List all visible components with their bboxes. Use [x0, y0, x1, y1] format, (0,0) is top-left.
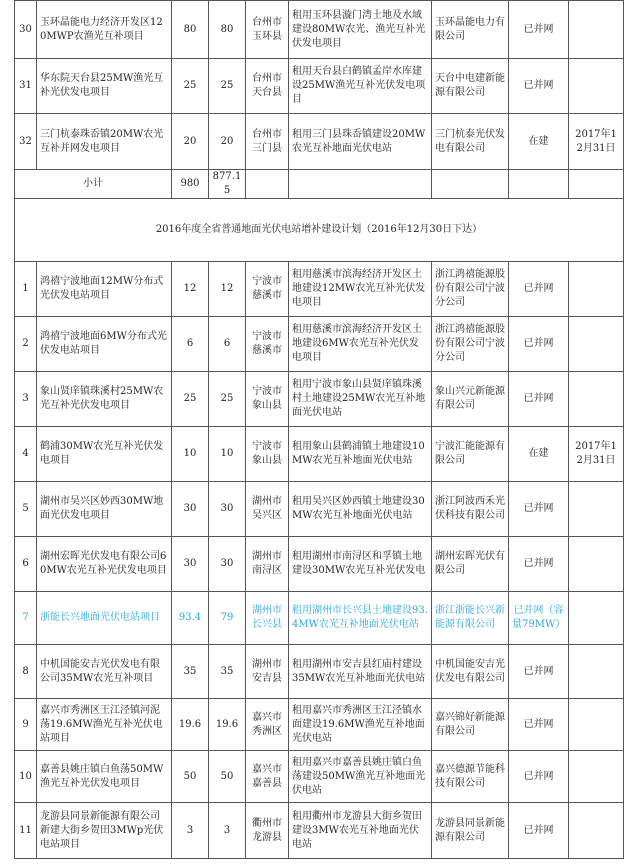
capacity-built: 30	[209, 537, 246, 592]
completion-date	[569, 592, 624, 645]
capacity-planned: 30	[172, 537, 209, 592]
owner-company: 中机国能安吉光伏发电有限公司	[432, 645, 509, 699]
project-name: 湖州市吴兴区妙西30MW地面光伏发电项目	[37, 482, 172, 537]
status: 已并网（容量79MW）	[509, 592, 569, 645]
status: 已并网	[509, 699, 569, 751]
location: 嘉兴市秀洲区	[246, 699, 289, 751]
completion-date	[569, 262, 624, 317]
project-name: 湖州宏晖光伏发电有限公司60MW农光互补光伏发电项目	[37, 537, 172, 592]
table-row	[15, 751, 624, 803]
project-name: 中机国能安吉光伏发电有限公司35MW农光互补项目	[37, 645, 172, 699]
construction-content: 租用湖州市南浔区和孚镇土地建设30MW农光互补光伏发电	[289, 537, 432, 592]
status: 已并网	[509, 1, 569, 59]
completion-date	[569, 645, 624, 699]
status: 在建	[509, 427, 569, 482]
subtotal-row	[15, 170, 624, 199]
owner-company: 龙游县同景新能源有限公司	[432, 803, 509, 859]
capacity-built: 30	[209, 482, 246, 537]
construction-content: 租用天台县白鹤镇孟岸水库建设25MW渔光互补光伏发电项目	[289, 59, 432, 114]
row-number: 5	[15, 482, 37, 537]
capacity-built: 3	[209, 803, 246, 859]
project-name: 鸿禧宁波地面12MW分布式光伏发电站项目	[37, 262, 172, 317]
location: 湖州市吴兴区	[246, 482, 289, 537]
status: 已并网	[509, 372, 569, 427]
capacity-built: 20	[209, 114, 246, 170]
owner-company: 玉环晶能电力有限公司	[432, 1, 509, 59]
construction-content: 租用吴兴区妙西镇土地建设30MW农光互补地面光伏电站	[289, 482, 432, 537]
location: 台州市天台县	[246, 59, 289, 114]
location: 宁波市慈溪市	[246, 262, 289, 317]
location: 宁波市慈溪市	[246, 317, 289, 372]
capacity-planned: 25	[172, 372, 209, 427]
row-number: 7	[15, 592, 37, 645]
construction-content: 租用宁波市象山县贤庠镇珠溪村土地建设25MW农光互补地面光伏电站	[289, 372, 432, 427]
owner-company: 嘉兴德源节能科技有限公司	[432, 751, 509, 803]
status: 已并网	[509, 803, 569, 859]
capacity-planned: 6	[172, 317, 209, 372]
construction-content: 租用湖州市安吉县红庙村建设35MW农光互补地面光伏电站	[289, 645, 432, 699]
location: 湖州市长兴县	[246, 592, 289, 645]
capacity-planned: 12	[172, 262, 209, 317]
row-number: 3	[15, 372, 37, 427]
capacity-planned: 25	[172, 59, 209, 114]
owner-company: 浙江阿波西禾光伏科技有限公司	[432, 482, 509, 537]
table-row	[15, 592, 624, 645]
row-number: 30	[15, 1, 37, 59]
project-name: 鸿禧宁波地面6MW分布式光伏发电站项目	[37, 317, 172, 372]
project-name: 嘉善县姚庄镇白鱼荡50MW渔光互补光伏发电项目	[37, 751, 172, 803]
table-row	[15, 317, 624, 372]
capacity-built: 35	[209, 645, 246, 699]
capacity-planned: 19.6	[172, 699, 209, 751]
section-title: 2016年度全省普通地面光伏电站增补建设计划（2016年12月30日下达）	[15, 199, 624, 262]
row-number: 11	[15, 803, 37, 859]
table-row	[15, 537, 624, 592]
construction-content: 租用慈溪市滨海经济开发区土地建设6MW农光互补光伏发电项目	[289, 317, 432, 372]
owner-company: 象山兴元新能源有限公司	[432, 372, 509, 427]
location: 衢州市龙游县	[246, 803, 289, 859]
construction-content: 租用三门县珠岙镇建设20MW农光互补地面光伏电站	[289, 114, 432, 170]
completion-date	[569, 803, 624, 859]
owner-company: 浙江鸿禧能源股份有限公司宁波分公司	[432, 317, 509, 372]
capacity-built: 79	[209, 592, 246, 645]
project-name: 龙游县同景新能源有限公司新建大街乡贺田3MWp光伏电站项目	[37, 803, 172, 859]
capacity-built: 10	[209, 427, 246, 482]
completion-date: 2017年12月31日	[569, 114, 624, 170]
capacity-planned: 30	[172, 482, 209, 537]
row-number: 32	[15, 114, 37, 170]
capacity-built: 6	[209, 317, 246, 372]
table-row	[15, 262, 624, 317]
status: 已并网	[509, 645, 569, 699]
capacity-planned: 3	[172, 803, 209, 859]
owner-company: 三门杭泰光伏发电有限公司	[432, 114, 509, 170]
project-name: 浙能长兴地面光伏电站项目	[37, 592, 172, 645]
subtotal-label: 小计	[15, 170, 172, 199]
table-row	[15, 59, 624, 114]
project-name: 玉环晶能电力经济开发区120MWP农渔光互补项目	[37, 1, 172, 59]
table-row	[15, 645, 624, 699]
table-row	[15, 427, 624, 482]
table-row	[15, 699, 624, 751]
location: 宁波市象山县	[246, 372, 289, 427]
table-row	[15, 372, 624, 427]
row-number: 6	[15, 537, 37, 592]
subtotal-empty	[569, 170, 624, 199]
project-name: 嘉兴市秀洲区王江泾镇河泥荡19.6MW渔光互补光伏电站项目	[37, 699, 172, 751]
project-name: 三门杭泰珠岙镇20MW农光互补并网发电项目	[37, 114, 172, 170]
subtotal-empty	[246, 170, 289, 199]
construction-content: 租用嘉兴市嘉善县姚庄镇白鱼荡建设50MW渔光互补地面光伏电站	[289, 751, 432, 803]
capacity-built: 25	[209, 372, 246, 427]
completion-date	[569, 537, 624, 592]
project-name: 鹤浦30MW农光互补光伏发电项目	[37, 427, 172, 482]
completion-date	[569, 59, 624, 114]
status: 已并网	[509, 317, 569, 372]
table-row	[15, 803, 624, 859]
table-row	[15, 1, 624, 59]
subtotal-empty	[289, 170, 432, 199]
capacity-planned: 93.4	[172, 592, 209, 645]
row-number: 31	[15, 59, 37, 114]
project-name: 象山贤庠镇珠溪村25MW农光互补光伏发电项目	[37, 372, 172, 427]
capacity-planned: 10	[172, 427, 209, 482]
location: 嘉兴市嘉善县	[246, 751, 289, 803]
capacity-built: 12	[209, 262, 246, 317]
location: 湖州市安吉县	[246, 645, 289, 699]
construction-content: 租用慈溪市滨海经济开发区土地建设12MW农光互补光伏发电项目	[289, 262, 432, 317]
completion-date	[569, 317, 624, 372]
row-number: 8	[15, 645, 37, 699]
construction-content: 租用象山县鹤浦镇土地建设10MW农光互补地面光伏电站	[289, 427, 432, 482]
capacity-built: 19.6	[209, 699, 246, 751]
construction-content: 租用玉环县漩门湾土地及水域建设80MW农光、渔光互补光伏发电项目	[289, 1, 432, 59]
owner-company: 湖州宏晖光伏有限公司	[432, 537, 509, 592]
location: 台州市三门县	[246, 114, 289, 170]
location: 宁波市象山县	[246, 427, 289, 482]
completion-date	[569, 372, 624, 427]
capacity-built: 50	[209, 751, 246, 803]
capacity-planned: 80	[172, 1, 209, 59]
status: 已并网	[509, 537, 569, 592]
section-row	[15, 199, 624, 262]
status: 已并网	[509, 262, 569, 317]
completion-date	[569, 1, 624, 59]
completion-date	[569, 751, 624, 803]
row-number: 2	[15, 317, 37, 372]
row-number: 1	[15, 262, 37, 317]
owner-company: 嘉兴锦好新能源有限公司	[432, 699, 509, 751]
project-name: 华东院天台县25MW渔光互补光伏发电项目	[37, 59, 172, 114]
status: 已并网	[509, 751, 569, 803]
completion-date	[569, 699, 624, 751]
capacity-planned: 50	[172, 751, 209, 803]
row-number: 4	[15, 427, 37, 482]
status: 已并网	[509, 59, 569, 114]
owner-company: 天台中电建新能源有限公司	[432, 59, 509, 114]
row-number: 10	[15, 751, 37, 803]
subtotal-empty	[509, 170, 569, 199]
capacity-built: 25	[209, 59, 246, 114]
construction-content: 租用衢州市龙游县大街乡贺田建设3MW农光互补地面光伏电站	[289, 803, 432, 859]
owner-company: 浙江鸿禧能源股份有限公司宁波分公司	[432, 262, 509, 317]
location: 台州市玉环县	[246, 1, 289, 59]
construction-content: 租用湖州市长兴县土地建设93.4MW农光互补地面光伏电站	[289, 592, 432, 645]
location: 湖州市南浔区	[246, 537, 289, 592]
completion-date: 2017年12月31日	[569, 427, 624, 482]
row-number: 9	[15, 699, 37, 751]
project-table	[14, 0, 624, 859]
subtotal-empty	[432, 170, 509, 199]
table-row	[15, 482, 624, 537]
subtotal-cap1: 980	[172, 170, 209, 199]
owner-company: 浙江浙能长兴新能源有限公司	[432, 592, 509, 645]
construction-content: 租用嘉兴市秀洲区王江泾镇水面建设19.6MW渔光互补地面光伏电站	[289, 699, 432, 751]
completion-date	[569, 482, 624, 537]
status: 已并网	[509, 482, 569, 537]
capacity-planned: 35	[172, 645, 209, 699]
table-row	[15, 114, 624, 170]
capacity-built: 80	[209, 1, 246, 59]
owner-company: 宁波汇能能源有限公司	[432, 427, 509, 482]
capacity-planned: 20	[172, 114, 209, 170]
status: 在建	[509, 114, 569, 170]
subtotal-cap2: 877.15	[209, 170, 246, 199]
